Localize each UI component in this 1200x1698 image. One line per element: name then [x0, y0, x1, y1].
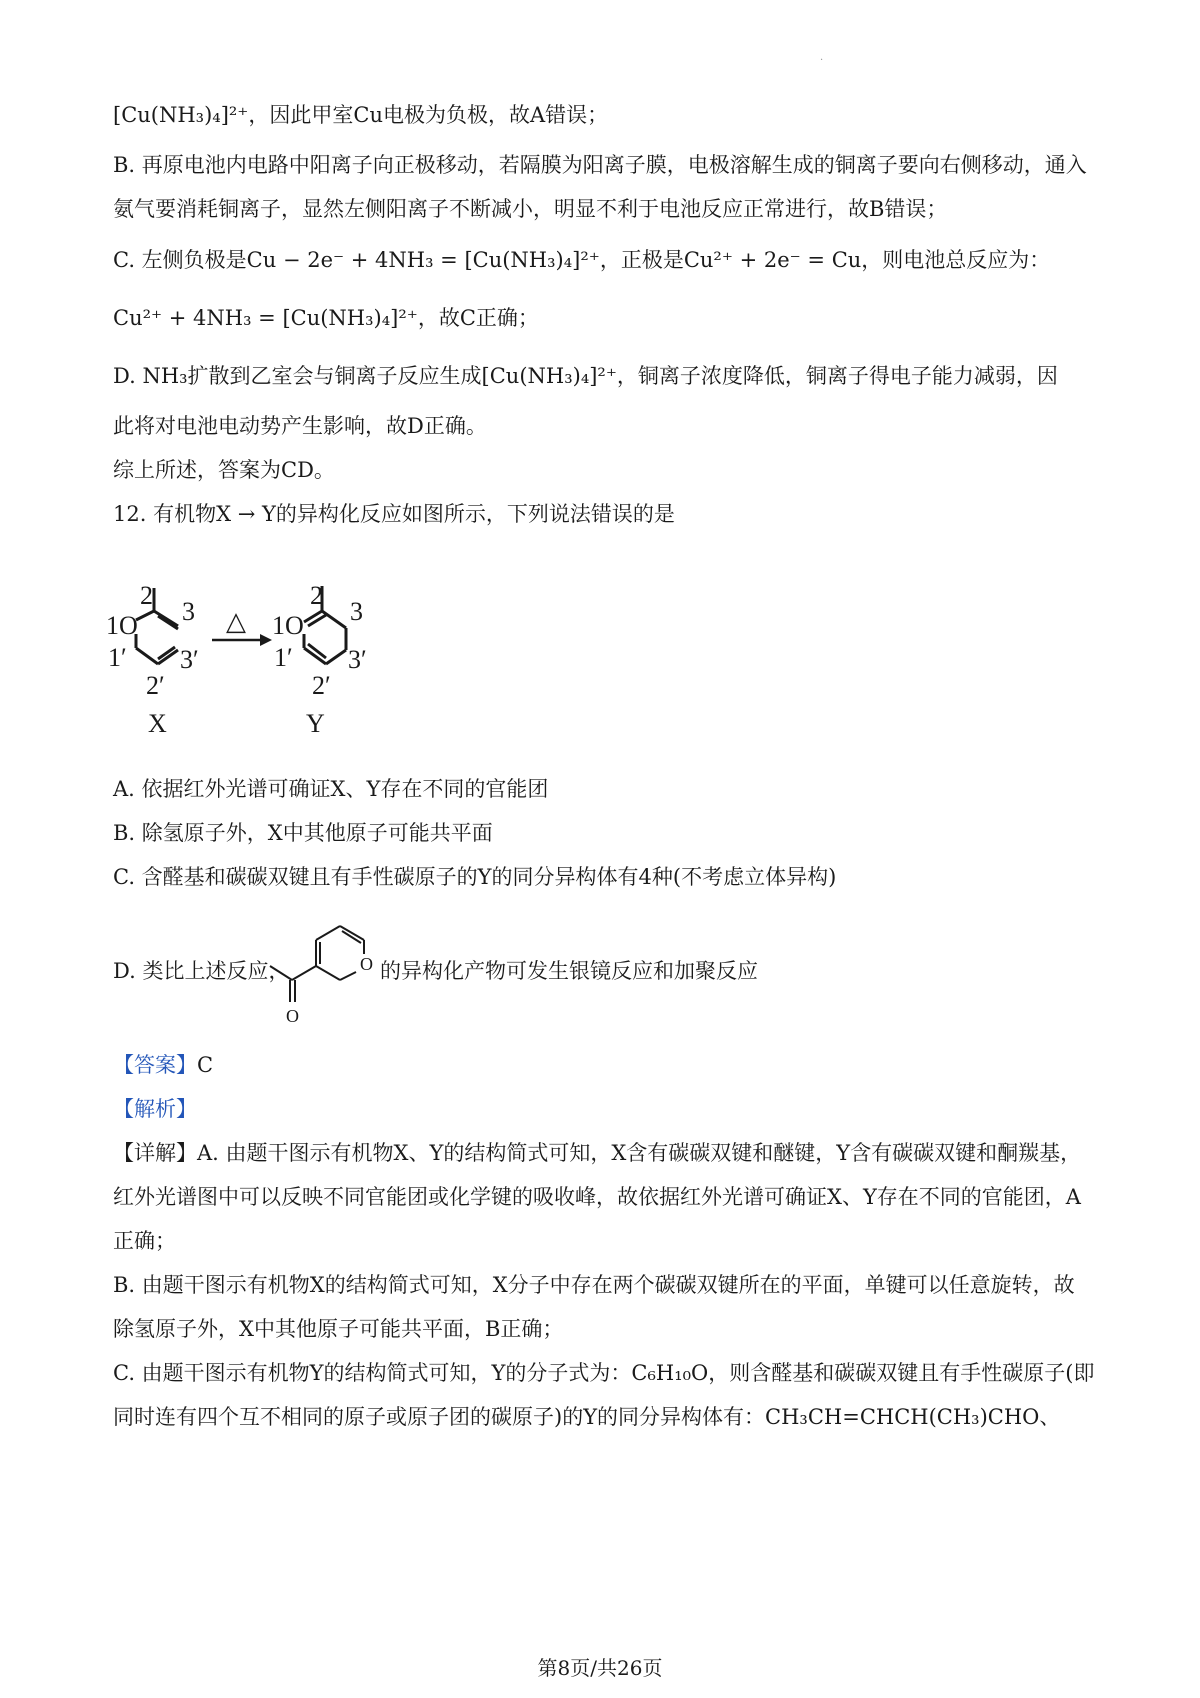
x-label-3: 3: [182, 597, 195, 626]
corner-mark: ·: [820, 55, 824, 66]
y-label-2: 2: [310, 581, 323, 610]
analysis-label: 【解析】: [113, 1097, 197, 1121]
page-number: 第8页/共26页: [537, 1656, 663, 1680]
detail-line-6: C. 由题干图示有机物Y的结构简式可知，Y的分子式为：C₆H₁₀O，则含醛基和碳碳双键且有手性碳原子(即: [113, 1361, 1095, 1385]
text-line-8: 综上所述，答案为CD。: [113, 458, 335, 482]
y-label-3prime: 3′: [348, 645, 367, 674]
y-label-1prime: 1′: [274, 643, 293, 672]
analysis-row: [113, 1094, 1140, 1124]
x-label-2: 2: [140, 581, 153, 610]
option-c: C. 含醛基和碳碳双键且有手性碳原子的Y的同分异构体有4种(不考虑立体异构): [113, 865, 837, 889]
x-caption: X: [148, 709, 167, 738]
answer-value: C: [197, 1053, 214, 1077]
option-a: A. 依据红外光谱可确证X、Y存在不同的官能团: [113, 777, 549, 801]
text-line-4: C. 左侧负极是Cu − 2e⁻ + 4NH₃ = [Cu(NH₃)₄]²⁺，正极是Cu²⁺ + 2e⁻ = Cu，则电池总反应为：: [113, 248, 1051, 272]
detail-line-2: 红外光谱图中可以反映不同官能团或化学键的吸收峰，故依据红外光谱可确证X、Y存在不同的官能团，A: [113, 1185, 1081, 1209]
y-label-2prime: 2′: [312, 671, 331, 700]
ring-oxygen-label: O: [360, 954, 373, 974]
detail-line-3: 正确；: [113, 1229, 176, 1253]
text-line-2: B. 再原电池内电路中阳离子向正极移动，若隔膜为阳离子膜，电极溶解生成的铜离子要向右侧移动，通入: [113, 153, 1087, 177]
detail-line-4: B. 由题干图示有机物X的结构简式可知，X分子中存在两个碳碳双键所在的平面，单键可以任意旋转，故: [113, 1273, 1075, 1297]
x-label-2prime: 2′: [146, 671, 165, 700]
option-d-prefix: D. 类比上述反应，: [113, 959, 290, 983]
x-label-3prime: 3′: [180, 645, 199, 674]
option-d-molecule: [262, 908, 392, 1028]
y-caption: Y: [306, 709, 325, 738]
text-line-3: 氨气要消耗铜离子，显然左侧阳离子不断减小，明显不利于电池反应正常进行，故B错误；: [113, 197, 948, 221]
option-b: B. 除氢原子外，X中其他原子可能共平面: [113, 821, 493, 845]
detail-line-7: 同时连有四个互不相同的原子或原子团的碳原子)的Y的同分异构体有：CH₃CH=CHCH(CH₃)CHO、: [113, 1405, 1061, 1429]
x-label-1prime: 1′: [108, 643, 127, 672]
arrowhead-icon: [260, 634, 272, 646]
text-line-7: 此将对电池电动势产生影响，故D正确。: [113, 414, 487, 438]
answer-row: [113, 1050, 1140, 1080]
reaction-figure: [100, 568, 400, 748]
heat-symbol: △: [226, 607, 246, 636]
y-label-3: 3: [350, 597, 363, 626]
detail-line-1: 【详解】A. 由题干图示有机物X、Y的结构简式可知，X含有碳碳双键和醚键，Y含有碳碳双键和酮羰基，: [113, 1141, 1082, 1165]
detail-line-5: 除氢原子外，X中其他原子可能共平面，B正确；: [113, 1317, 564, 1341]
option-d-suffix: 的异构化产物可发生银镜反应和加聚反应: [380, 959, 758, 983]
text-line-6: D. NH₃扩散到乙室会与铜离子反应生成[Cu(NH₃)₄]²⁺，铜离子浓度降低，铜离子得电子能力减弱，因: [113, 364, 1058, 388]
carbonyl-oxygen-label: O: [286, 1006, 299, 1026]
y-label-1o: 1O: [272, 611, 304, 640]
question-12-stem: 12. 有机物X → Y的异构化反应如图所示，下列说法错误的是: [113, 502, 675, 526]
x-label-1o: 1O: [106, 611, 138, 640]
answer-label: 【答案】: [113, 1053, 197, 1077]
text-line-5: Cu²⁺ + 4NH₃ = [Cu(NH₃)₄]²⁺，故C正确；: [113, 306, 539, 330]
text-line-1: [Cu(NH₃)₄]²⁺，因此甲室Cu电极为负极，故A错误；: [113, 103, 609, 127]
